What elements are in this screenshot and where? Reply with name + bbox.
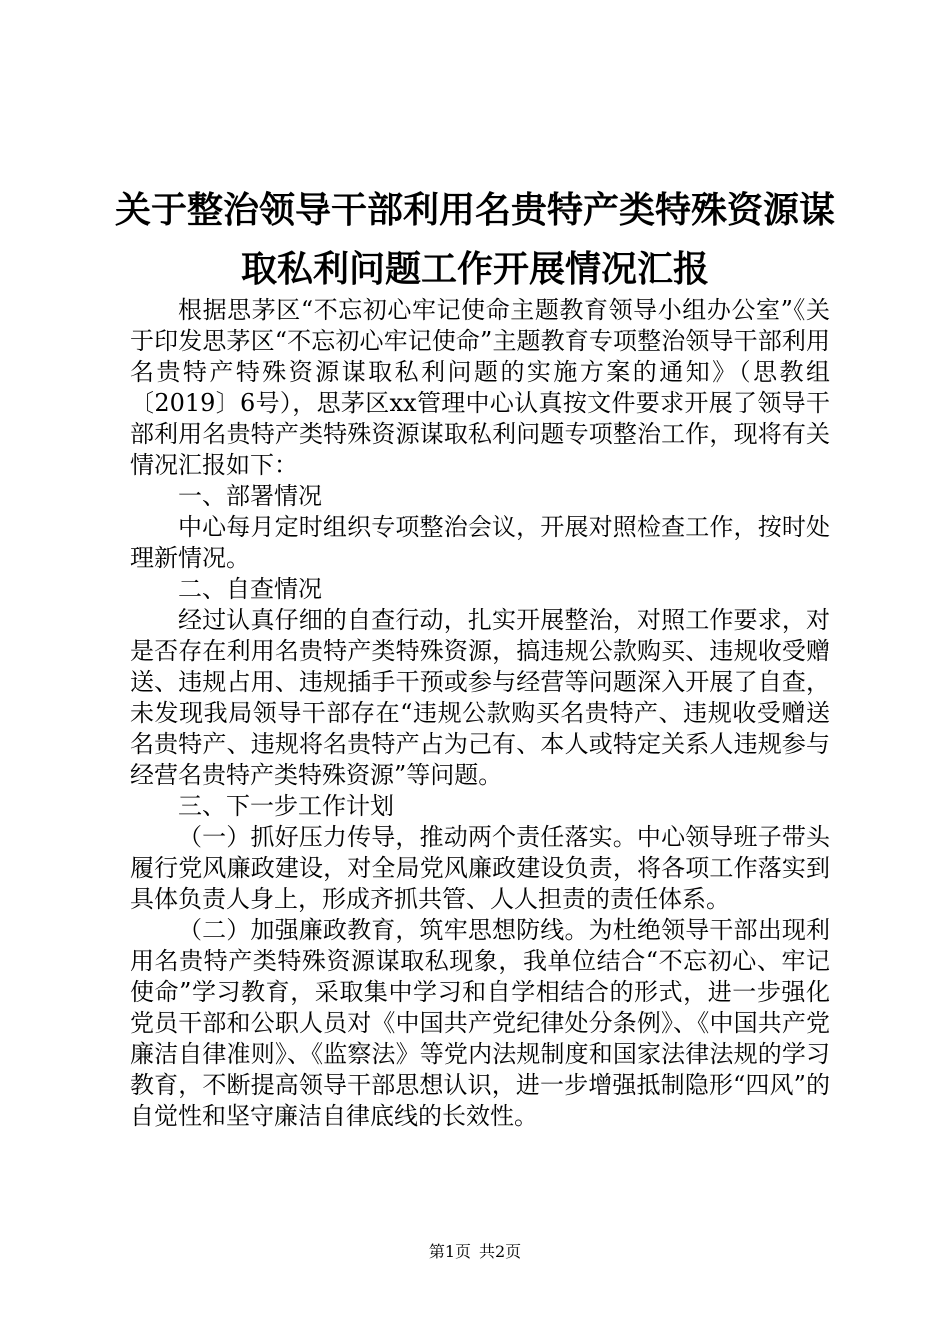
section3-item2-paragraph: （二）加强廉政教育，筑牢思想防线。为杜绝领导干部出现利用名贵特产类特殊资源谋取私现象，我单位结合“不忘初心、牢记使命”学习教育，采取集中学习和自学相结合的形式，进一步强化党员干部和公职人员对《中国共产党纪律处分条例》、《中国共产党廉洁自律准则》、《监察法》等党内法规制度和国家法律法规的学习教育，不断提高领导干部思想认识，进一步增强抵制隐形“四风”的自觉性和坚守廉洁自律底线的长效性。 — [130, 916, 830, 1130]
section2-paragraph: 经过认真仔细的自查行动，扎实开展整治，对照工作要求，对是否存在利用名贵特产类特殊资源，搞违规公款购买、违规收受赠送、违规占用、违规插手干预或参与经营等问题深入开展了自查，未发现我局领导干部存在“违规公款购买名贵特产、违规收受赠送名贵特产、违规将名贵特产占为己有、本人或特定关系人违规参与经营名贵特产类特殊资源”等问题。 — [130, 606, 830, 789]
section1-paragraph: 中心每月定时组织专项整治会议，开展对照检查工作，按时处理新情况。 — [130, 513, 830, 572]
document-body — [130, 295, 830, 1132]
document-title-line2: 取私利问题工作开展情况汇报 — [240, 249, 709, 290]
section3-heading: 三、下一步工作计划 — [178, 792, 394, 820]
section3-item1-paragraph: （一）抓好压力传导，推动两个责任落实。中心领导班子带头履行党风廉政建设，对全局党风廉政建设负责，将各项工作落实到具体负责人身上，形成齐抓共管、人人担责的责任体系。 — [130, 823, 830, 913]
page-total: 共2页 — [479, 1242, 522, 1261]
page-footer — [0, 1242, 950, 1262]
section2-heading: 二、自查情况 — [178, 575, 322, 603]
section1-heading: 一、部署情况 — [178, 482, 322, 510]
document-title-line1: 关于整治领导干部利用名贵特产类特殊资源谋 — [114, 190, 835, 231]
page-number: 第1页 — [428, 1242, 471, 1261]
intro-paragraph: 根据思茅区“不忘初心牢记使命主题教育领导小组办公室”《关于印发思茅区“不忘初心牢记使命”主题教育专项整治领导干部利用名贵特产特殊资源谋取私利问题的实施方案的通知》（思教组〔2019〕6号），思茅区xx管理中心认真按文件要求开展了领导干部利用名贵特产类特殊资源谋取私利问题专项整治工作，现将有关情况汇报如下： — [130, 296, 830, 479]
